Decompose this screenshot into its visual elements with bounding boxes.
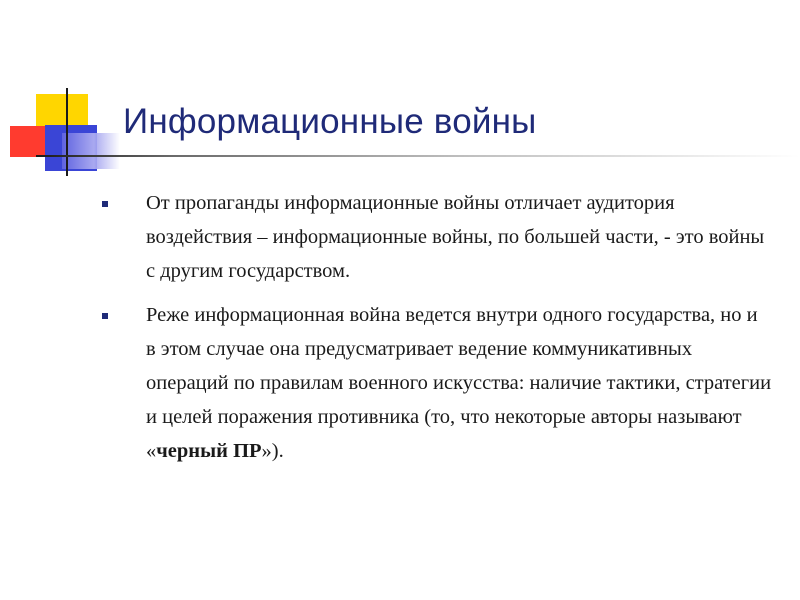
vertical-line-decoration (66, 88, 68, 176)
bullet-square-icon (102, 313, 108, 319)
slide-title: Информационные войны (123, 102, 537, 141)
bullet-item (102, 298, 772, 468)
bullet-text: От пропаганды информационные войны отличает аудитория воздействия – информационные войны, по большей части, - это войны с другим государством. (146, 192, 765, 282)
bullet-text-start: Реже информационная война ведется внутри одного государства, но и в этом случае она предусматривает ведение коммуникативных операций по правилам военного искусства: наличие тактики, стратегии и целей поражения противника (то, что некоторые авторы называют « (146, 304, 772, 462)
bullet-bold-term: черный ПР (156, 440, 262, 462)
bullet-text-end: »). (261, 440, 284, 462)
bullet-item (102, 186, 772, 288)
blue-fade-decoration (62, 133, 120, 169)
bullet-square-icon (102, 201, 108, 207)
bullet-list (102, 186, 772, 478)
title-underline (36, 155, 800, 157)
